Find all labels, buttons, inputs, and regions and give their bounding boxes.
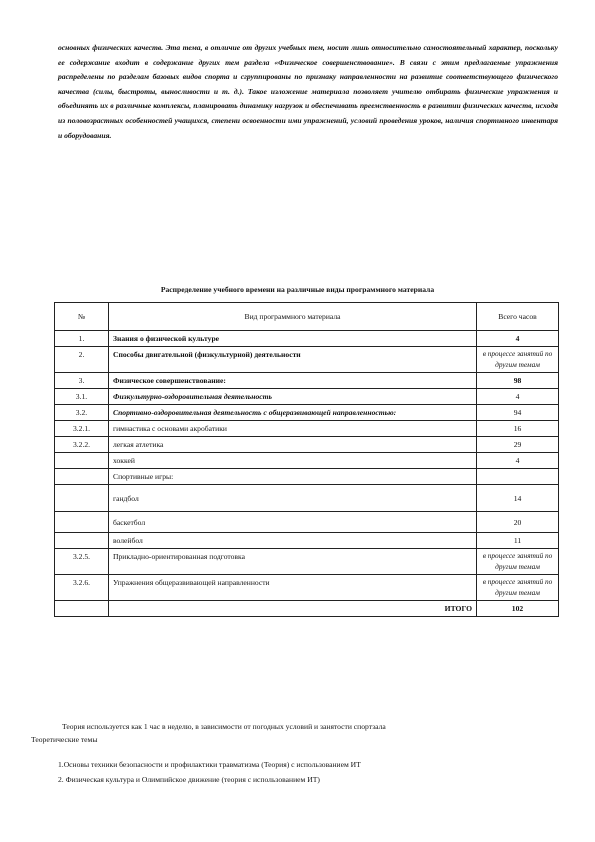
table-row (55, 533, 559, 549)
row-number (55, 533, 109, 549)
table-row (55, 331, 559, 347)
row-hours: в процессе занятий по другим темам (477, 575, 559, 601)
hours-distribution-table (54, 302, 559, 617)
total-value: 102 (477, 601, 559, 617)
row-material: баскетбол (109, 512, 477, 533)
table-row (55, 437, 559, 453)
row-hours (477, 469, 559, 485)
row-number: 3.2.5. (55, 549, 109, 575)
row-number (55, 512, 109, 533)
table-row (55, 421, 559, 437)
table-row (55, 469, 559, 485)
header-number: № (55, 303, 109, 331)
row-hours: 98 (477, 373, 559, 389)
table-row (55, 405, 559, 421)
row-hours: 11 (477, 533, 559, 549)
row-material: Упражнения общеразвивающей направленности (109, 575, 477, 601)
row-number: 3.2.6. (55, 575, 109, 601)
row-material: Спортивно-оздоровительная деятельность с общеразвивающей направленностью: (109, 405, 477, 421)
row-hours: 29 (477, 437, 559, 453)
table-row (55, 453, 559, 469)
row-material: хоккей (109, 453, 477, 469)
row-hours: 14 (477, 485, 559, 512)
theory-item: 1.Основы техники безопасности и профилактики травматизма (Теория) с использованием ИТ (58, 760, 361, 769)
row-number: 3. (55, 373, 109, 389)
header-total-hours: Всего часов (477, 303, 559, 331)
table-row (55, 512, 559, 533)
row-number (55, 469, 109, 485)
table-total-row (55, 601, 559, 617)
theory-item: 2. Физическая культура и Олимпийское движение (теория с использованием ИТ) (58, 775, 320, 784)
header-material-type: Вид программного материала (109, 303, 477, 331)
row-material: Знания о физической культуре (109, 331, 477, 347)
intro-paragraph: основных физических качеств. Эта тема, в отличие от других учебных тем, носит лишь относительно самостоятельный характер, поскольку ее содержание входит в содержание других тем раздела «Физическое совершенствование». В связи с этим предлагаемые упражнения распределены по разделам базовых видов спорта и сгруппированы по признаку направленности на развитие соответствующего физического качества (силы, быстроты, выносливости и т. д.). Такое изложение материала позволяет учителю отбирать физические упражнения и объединять их в различные комплексы, планировать динамику нагрузок и обеспечивать преемственность в развитии физических качеств, исходя из половозрастных особенностей учащихся, степени освоенности ими упражнений, условий проведения уроков, наличия спортивного инвентаря и оборудования. (58, 43, 558, 140)
table-row (55, 485, 559, 512)
row-material: Физкультурно-оздоровительная деятельность (109, 389, 477, 405)
table-caption: Распределение учебного времени на различные виды программного материала (160, 285, 435, 294)
row-number (55, 453, 109, 469)
table-row (55, 347, 559, 373)
total-empty-cell (55, 601, 109, 617)
row-hours: 4 (477, 453, 559, 469)
row-number: 3.2. (55, 405, 109, 421)
row-hours: 94 (477, 405, 559, 421)
row-number: 3.2.2. (55, 437, 109, 453)
table-row (55, 575, 559, 601)
table-row (55, 373, 559, 389)
row-material: Прикладно-ориентированная подготовка (109, 549, 477, 575)
row-hours: 4 (477, 389, 559, 405)
table-row (55, 389, 559, 405)
row-number: 2. (55, 347, 109, 373)
row-material: легкая атлетика (109, 437, 477, 453)
table-row (55, 549, 559, 575)
row-hours: 4 (477, 331, 559, 347)
row-material: Физическое совершенствование: (109, 373, 477, 389)
total-label: ИТОГО (109, 601, 477, 617)
row-hours: 16 (477, 421, 559, 437)
row-number: 3.2.1. (55, 421, 109, 437)
row-hours: в процессе занятий по другим темам (477, 347, 559, 373)
row-material: волейбол (109, 533, 477, 549)
row-number: 1. (55, 331, 109, 347)
row-material: Спортивные игры: (109, 469, 477, 485)
table-header-row (55, 303, 559, 331)
row-hours: в процессе занятий по другим темам (477, 549, 559, 575)
row-material: Способы двигательной (физкультурной) деятельности (109, 347, 477, 373)
row-number: 3.1. (55, 389, 109, 405)
row-number (55, 485, 109, 512)
theory-note: Теория используется как 1 час в неделю, в зависимости от погодных условий и занятости спортзала (62, 722, 386, 731)
theory-heading: Теоретические темы (31, 735, 98, 744)
row-material: гимнастика с основами акробатики (109, 421, 477, 437)
row-hours: 20 (477, 512, 559, 533)
row-material: гандбол (109, 485, 477, 512)
